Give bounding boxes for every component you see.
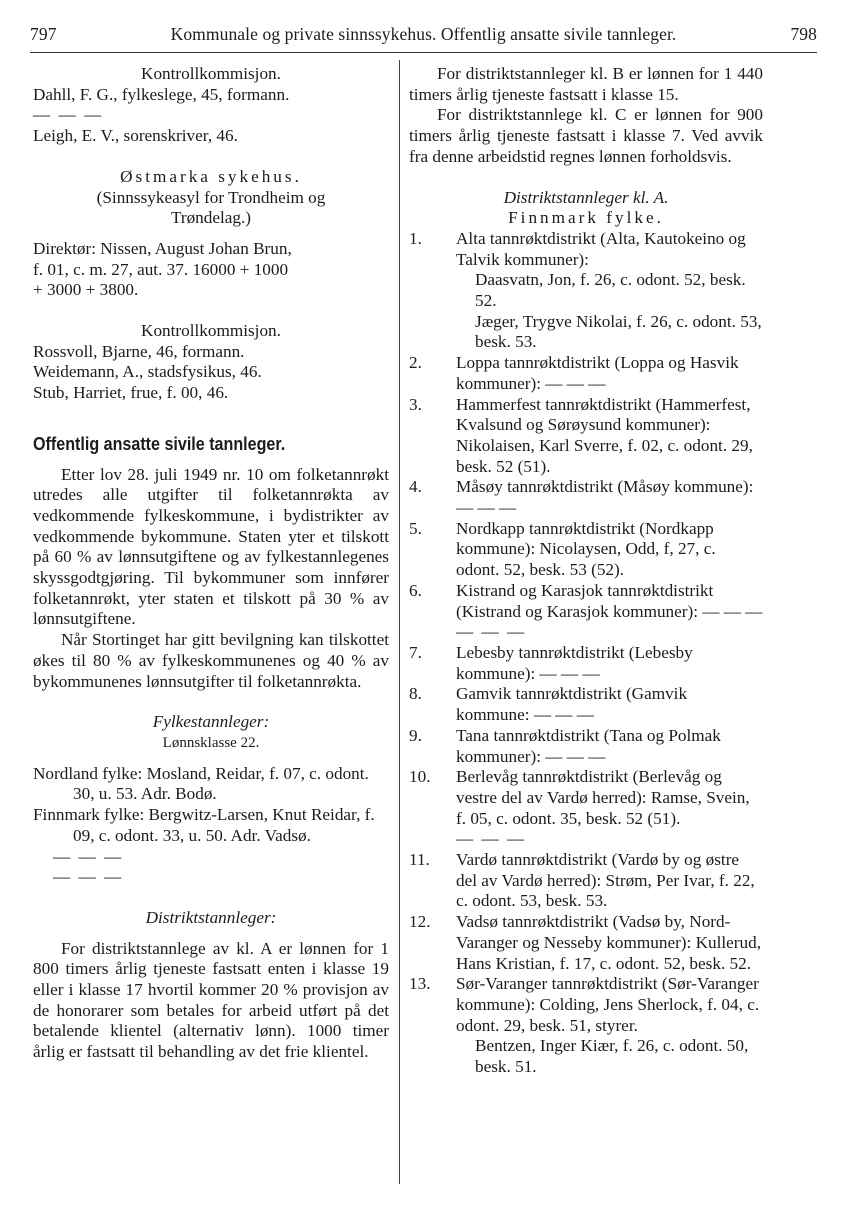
kontroll2-line1: Rossvoll, Bjarne, 46, formann. [33, 341, 245, 361]
dash-separator-3: — — — [53, 867, 124, 887]
kontroll1-line2: Leigh, E. V., sorenskriver, 46. [33, 126, 238, 146]
section-heading: Offentlig ansatte sivile tannleger. [33, 432, 286, 454]
page-number-right: 798 [790, 24, 817, 44]
distriktstannleger-heading: Distriktstannleger: [145, 907, 277, 927]
kontroll1-line1: Dahll, F. G., fylkeslege, 45, formann. [33, 84, 290, 104]
kontroll2-title: Kontrollkommisjon. [141, 321, 281, 341]
list-item: 12. Vadsø tannrøktdistrikt (Vadsø by, Nord-Varanger og Nesseby kommuner): Kullerud, Hans Kristian, f. 17, c. odont. 52, besk. 52. [409, 912, 761, 973]
finnmark-title: Finnmark fylke. [508, 208, 664, 228]
district-list [409, 229, 763, 1078]
list-item: 5. Nordkapp tannrøktdistrikt (Nordkapp kommune): Nicolaysen, Odd, f, 27, c. odont. 52, besk. 53 (52). [409, 518, 716, 580]
ostmarka-sub2: Trøndelag.) [170, 208, 252, 228]
direktor-line1: Direktør: Nissen, August Johan Brun, [33, 238, 292, 258]
dash-separator-4: — — — [456, 622, 527, 642]
nordland-entry: Nordland fylke: Mosland, Reidar, f. 07, c. odont. 30, u. 53. Adr. Bodø. [33, 763, 369, 804]
direktor-line2: f. 01, c. m. 27, aut. 37. 16000 + 1000 [33, 259, 289, 279]
lonnsklasse: Lønnsklasse 22. [162, 734, 260, 751]
left-column [33, 64, 389, 1063]
person-entry: Jæger, Trygve Nikolai, f. 26, c. odont. 53, besk. 53. [475, 311, 762, 352]
kl-a-paragraph: For distriktstannlege av kl. A er lønnen for 1 800 timers årlig tjeneste fastsatt enten i klasse 19 eller i klasse 17 hvortil kommer 20 % provisjon av de honorarer som betales for arbeid utført på det betalende klientel (alternativ lønn). 1000 timer årlig er fastsatt til behandling av det frie klientel. [33, 938, 389, 1062]
page-number-left: 797 [30, 24, 57, 44]
person-entry: Daasvatn, Jon, f. 26, c. odont. 52, besk. 52. [475, 270, 746, 311]
person-entry: Bentzen, Inger Kiær, f. 26, c. odont. 50, besk. 51. [475, 1036, 749, 1077]
list-item: 13. Sør-Varanger tannrøktdistrikt (Sør-Varanger kommune): Colding, Jens Sherlock, f. 04, c. odont. 29, besk. 51, styrer. Bentzen, Inger Kiær, f. 26, c. odont. 50, besk. 51. [409, 974, 763, 1078]
dash-separator-2: — — — [53, 846, 124, 866]
distrikt-a-heading: Distriktstannleger kl. A. [503, 187, 669, 207]
header-rule [30, 52, 817, 53]
kl-b-paragraph: For distriktstannleger kl. B er lønnen for 1 440 timers årlig tjeneste fastsatt i klasse 15. [409, 64, 763, 104]
list-item: 1. Alta tannrøktdistrikt (Alta, Kautokeino og Talvik kommuner): Daasvatn, Jon, f. 26, c. odont. 52, besk. 52. Jæger, Trygve Nikolai, f. 26, c. odont. 53, besk. 53. [409, 228, 762, 352]
kontroll2-line3: Stub, Harriet, frue, f. 00, 46. [33, 383, 229, 403]
list-item: 3. Hammerfest tannrøktdistrikt (Hammerfest, Kvalsund og Sørøysund kommuner): Nikolaisen, Karl Sverre, f. 02, c. odont. 29, besk. 52 (51). [409, 394, 753, 476]
list-item: 7. Lebesby tannrøktdistrikt (Lebesby kommune): — — — [409, 642, 693, 683]
storting-paragraph: Når Stortinget har gitt bevilgning kan tilskottet økes til 80 % av fylkeskommunenes og 40 % av bykommunenes lønnsutgifter til folketannrøkta. [33, 630, 389, 691]
running-title: Kommunale og private sinnssykehus. Offentlig ansatte sivile tannleger. [170, 24, 677, 44]
fylkestannleger-heading: Fylkestannleger: [152, 712, 270, 732]
law-paragraph: Etter lov 28. juli 1949 nr. 10 om folketannrøkt utredes alle utgifter til folketannrøkta av vedkommende fylkeskommune, i bydistrikter av vedkommende bykommune. Staten yter et tilskott på 60 % av lønnsutgiftene og av fylkestannlegenes skyssgodtgjøring. Til bykommuner som innfører folketannrøkt, yter staten et tilskott på 30 % av lønnsutgiftene. [33, 464, 389, 629]
right-column [409, 64, 763, 1078]
kontroll2-line2: Weidemann, A., stadsfysikus, 46. [33, 362, 262, 382]
list-item: 9. Tana tannrøktdistrikt (Tana og Polmak kommuner): — — — [409, 725, 721, 766]
ostmarka-sub1: (Sinnssykeasyl for Trondheim og [96, 187, 326, 207]
kl-c-paragraph: For distriktstannlege kl. C er lønnen for 900 timers årlig tjeneste fastsatt i klasse 7. Ved avvik fra denne arbeidstid regnes lønnen forholdsvis. [409, 105, 763, 166]
column-divider [399, 60, 400, 1184]
list-item: 8. Gamvik tannrøktdistrikt (Gamvik kommune: — — — [409, 684, 688, 725]
list-item: 11. Vardø tannrøktdistrikt (Vardø by og østre del av Vardø herred): Strøm, Per Ivar, f. 22, c. odont. 53, besk. 53. [409, 850, 755, 911]
direktor-line3: + 3000 + 3800. [33, 280, 139, 300]
page-header [30, 24, 817, 46]
dash-separator-5: — — — [456, 829, 527, 849]
finnmark-entry: Finnmark fylke: Bergwitz-Larsen, Knut Reidar, f. 09, c. odont. 33, u. 50. Adr. Vadsø. [33, 805, 375, 845]
kontroll1-title: Kontrollkommisjon. [141, 64, 281, 83]
list-item: 2. Loppa tannrøktdistrikt (Loppa og Hasvik kommuner): — — — [409, 353, 739, 393]
list-item: 10. Berlevåg tannrøktdistrikt (Berlevåg og vestre del av Vardø herred): Ramse, Svein, f. 05, c. odont. 35, besk. 52 (51). [409, 767, 750, 828]
ostmarka-title: Østmarka sykehus. [120, 166, 302, 186]
dash-separator: — — — [33, 105, 104, 125]
list-item: 4. Måsøy tannrøktdistrikt (Måsøy kommune): — — — [409, 477, 754, 518]
list-item: 6. Kistrand og Karasjok tannrøktdistrikt (Kistrand og Karasjok kommuner): — — — [409, 580, 763, 621]
